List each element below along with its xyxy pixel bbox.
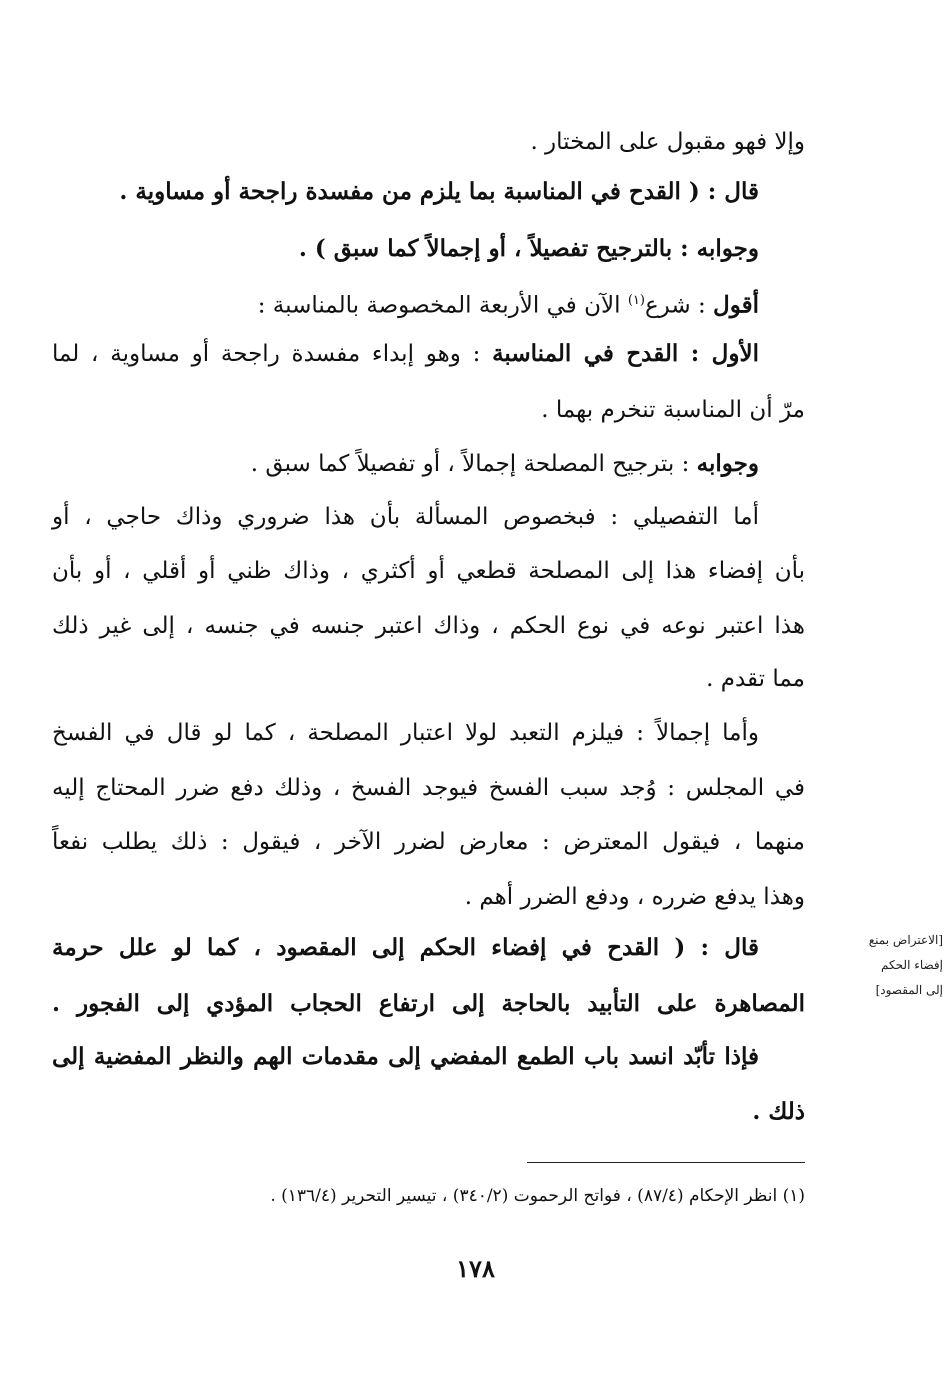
footnote-separator	[527, 1162, 805, 1163]
text-line	[258, 281, 759, 326]
text-line-bold: فإذا تأبّد انسد باب الطمع المفضي إلى مقدمات الهم والنظر المفضية إلى	[52, 1043, 759, 1070]
text-line: منهما ، فيقول المعترض : معارض لضرر الآخر ، فيقول : ذلك يطلب نفعاً	[52, 829, 805, 855]
text-line: بأن إفضاء هذا إلى المصلحة قطعي أو أكثري ، وذاك ظني أو أقلي ، أو بأن	[52, 558, 805, 584]
text-line: وأما إجمالاً : فيلزم التعبد لولا اعتبار المصلحة ، كما لو قال في الفسخ	[52, 720, 759, 746]
text-line-bold: قال : ( القدح في المناسبة بما يلزم من مفسدة راجحة أو مساوية .	[119, 178, 759, 205]
keyword-aqool: أقول	[713, 291, 759, 319]
page-number: ١٧٨	[456, 1254, 495, 1283]
text-line-bold: المصاهرة على التأبيد بالحاجة إلى ارتفاع الحجاب المؤدي إلى الفجور .	[52, 990, 805, 1017]
keyword-jawabuhu: وجوابه	[696, 450, 759, 477]
section-heading: الأول : القدح في المناسبة	[492, 340, 759, 367]
margin-note-line: إلى المقصود]	[875, 983, 943, 997]
text-line: هذا اعتبر نوعه في نوع الحكم ، وذاك اعتبر جنسه في جنسه ، إلى غير ذلك	[52, 613, 805, 639]
text-span: : شرع	[644, 292, 714, 319]
text-line-bold: قال : ( القدح في إفضاء الحكم إلى المقصود ، كما لو علل حرمة	[52, 934, 759, 961]
text-line: أما التفصيلي : فبخصوص المسألة بأن هذا ضروري وذاك حاجي ، أو	[52, 504, 759, 530]
text-line-bold: وجوابه : بالترجيح تفصيلاً ، أو إجمالاً كما سبق ) .	[298, 235, 759, 262]
text-line: وهذا يدفع ضرره ، ودفع الضرر أهم .	[464, 884, 805, 910]
text-span: : وهو إبداء مفسدة راجحة أو مساوية ، لما	[52, 341, 493, 367]
text-span: : بترجيح المصلحة إجمالاً ، أو تفصيلاً كما سبق .	[250, 451, 697, 477]
margin-note-line: إفضاء الحكم	[881, 958, 943, 972]
text-line	[251, 444, 759, 484]
margin-note-line: [الاعتراض بمنع	[868, 933, 943, 947]
text-span: الآن في الأربعة المخصوصة بالمناسبة :	[257, 292, 628, 319]
text-line: وإلا فهو مقبول على المختار .	[530, 129, 805, 155]
margin-note	[853, 928, 943, 1003]
footnote: (١) انظر الإحكام (٨٧/٤) ، فواتح الرحموت (٣٤٠/٢) ، تيسير التحرير (١٣٦/٤) .	[270, 1186, 805, 1206]
text-line-bold: ذلك .	[752, 1098, 805, 1125]
text-line: في المجلس : وُجد سبب الفسخ فيوجد الفسخ ، وذلك دفع ضرر المحتاج إليه	[52, 775, 805, 801]
footnote-reference: (١)	[627, 293, 645, 308]
text-line: مما تقدم .	[706, 666, 805, 692]
text-line: مرّ أن المناسبة تنخرم بهما .	[541, 397, 805, 423]
text-line	[52, 334, 759, 374]
